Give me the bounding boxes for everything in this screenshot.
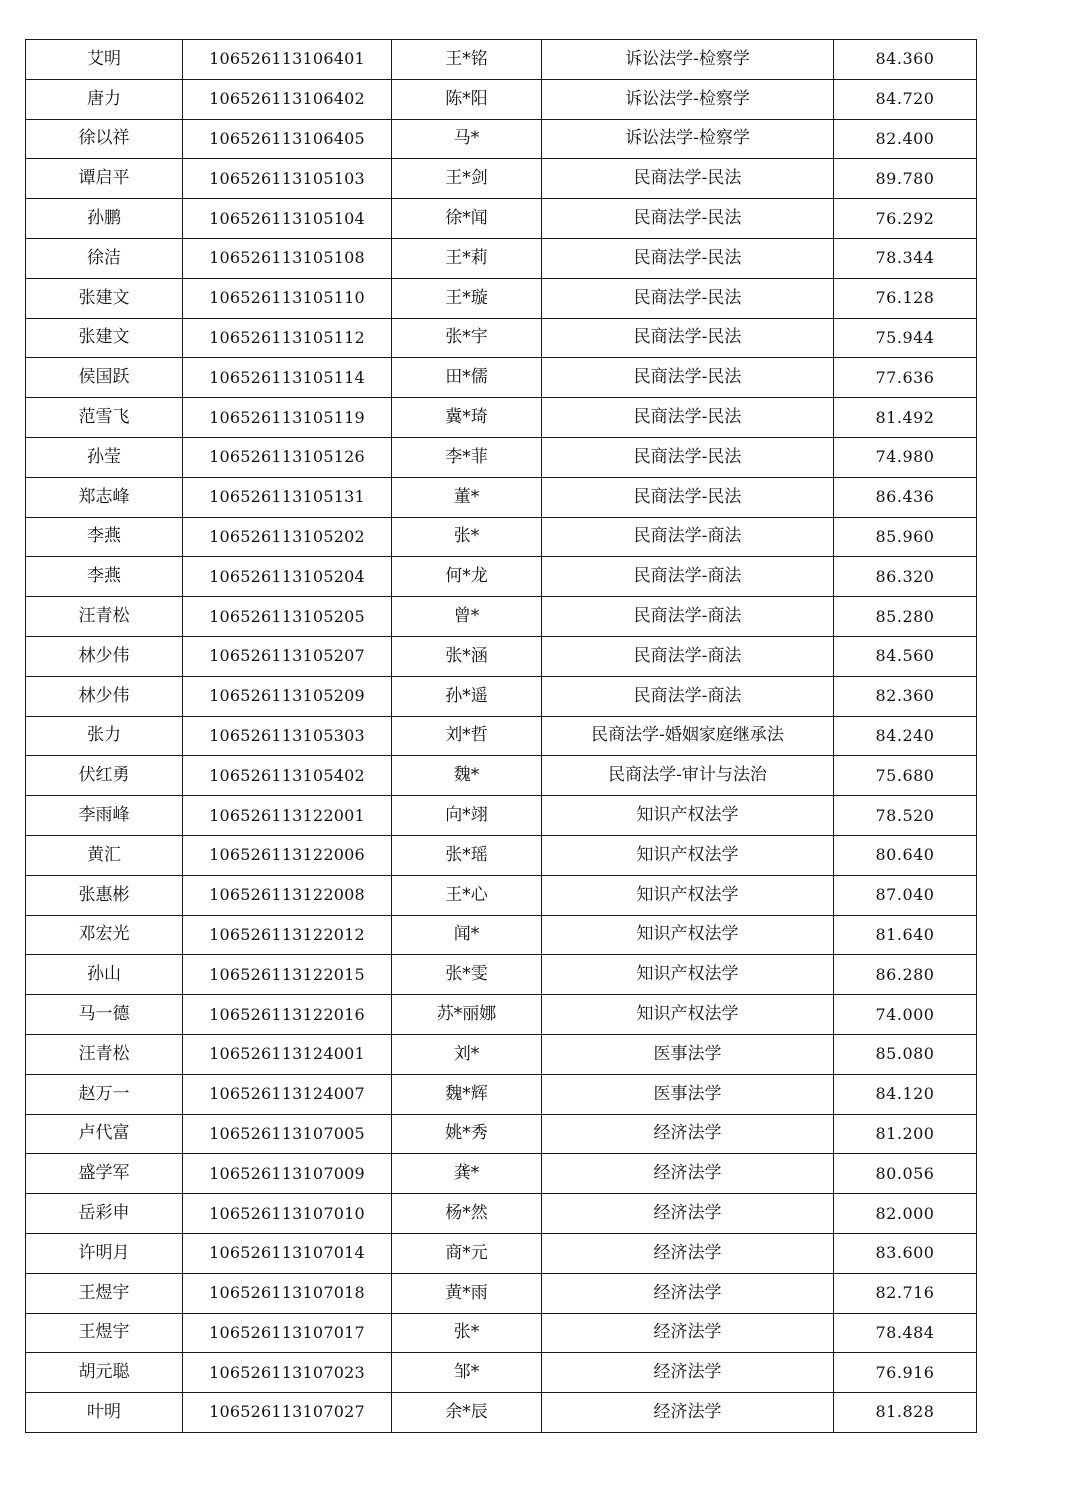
table-row — [26, 1233, 977, 1273]
major-cell: 经济法学 — [542, 1233, 834, 1273]
exam-id-cell: 106526113122015 — [183, 955, 392, 995]
supervisor-cell: 李雨峰 — [26, 796, 183, 836]
score-cell: 89.780 — [834, 159, 977, 199]
major-cell: 医事法学 — [542, 1034, 834, 1074]
candidate-name-cell: 王*铭 — [392, 40, 542, 80]
candidate-name-cell: 冀*琦 — [392, 398, 542, 438]
score-cell: 84.120 — [834, 1074, 977, 1114]
major-cell: 民商法学-商法 — [542, 517, 834, 557]
exam-id-cell: 106526113107018 — [183, 1273, 392, 1313]
candidate-name-cell: 刘* — [392, 1034, 542, 1074]
supervisor-cell: 王煜宇 — [26, 1313, 183, 1353]
major-cell: 知识产权法学 — [542, 796, 834, 836]
major-cell: 诉讼法学-检察学 — [542, 119, 834, 159]
score-cell: 75.680 — [834, 756, 977, 796]
exam-id-cell: 106526113105112 — [183, 318, 392, 358]
supervisor-cell: 范雪飞 — [26, 398, 183, 438]
major-cell: 民商法学-民法 — [542, 318, 834, 358]
major-cell: 民商法学-民法 — [542, 199, 834, 239]
score-cell: 84.240 — [834, 716, 977, 756]
supervisor-cell: 岳彩申 — [26, 1194, 183, 1234]
score-cell: 87.040 — [834, 875, 977, 915]
table-row — [26, 557, 977, 597]
major-cell: 民商法学-民法 — [542, 159, 834, 199]
table-row — [26, 1034, 977, 1074]
exam-id-cell: 106526113107023 — [183, 1353, 392, 1393]
table-row — [26, 756, 977, 796]
major-cell: 经济法学 — [542, 1114, 834, 1154]
exam-id-cell: 106526113107027 — [183, 1393, 392, 1433]
candidate-name-cell: 魏*辉 — [392, 1074, 542, 1114]
exam-id-cell: 106526113105205 — [183, 597, 392, 637]
score-cell: 76.128 — [834, 278, 977, 318]
score-cell: 78.344 — [834, 238, 977, 278]
supervisor-cell: 侯国跃 — [26, 358, 183, 398]
score-cell: 86.436 — [834, 477, 977, 517]
candidate-name-cell: 孙*遥 — [392, 676, 542, 716]
supervisor-cell: 张力 — [26, 716, 183, 756]
candidate-name-cell: 刘*哲 — [392, 716, 542, 756]
candidate-name-cell: 董* — [392, 477, 542, 517]
exam-id-cell: 106526113105209 — [183, 676, 392, 716]
score-cell: 74.000 — [834, 995, 977, 1035]
score-cell: 82.360 — [834, 676, 977, 716]
table-row — [26, 517, 977, 557]
candidate-name-cell: 魏* — [392, 756, 542, 796]
table-row — [26, 1194, 977, 1234]
candidate-name-cell: 徐*闻 — [392, 199, 542, 239]
score-cell: 81.492 — [834, 398, 977, 438]
exam-id-cell: 106526113107014 — [183, 1233, 392, 1273]
table-row — [26, 796, 977, 836]
candidate-name-cell: 张*瑶 — [392, 835, 542, 875]
major-cell: 民商法学-民法 — [542, 477, 834, 517]
major-cell: 知识产权法学 — [542, 875, 834, 915]
major-cell: 民商法学-商法 — [542, 636, 834, 676]
supervisor-cell: 汪青松 — [26, 597, 183, 637]
table-row — [26, 119, 977, 159]
major-cell: 知识产权法学 — [542, 835, 834, 875]
exam-id-cell: 106526113107010 — [183, 1194, 392, 1234]
candidate-name-cell: 向*翊 — [392, 796, 542, 836]
exam-id-cell: 106526113105402 — [183, 756, 392, 796]
score-cell: 80.056 — [834, 1154, 977, 1194]
score-cell: 80.640 — [834, 835, 977, 875]
supervisor-cell: 马一德 — [26, 995, 183, 1035]
table-row — [26, 1313, 977, 1353]
major-cell: 经济法学 — [542, 1194, 834, 1234]
table-row — [26, 238, 977, 278]
supervisor-cell: 胡元聪 — [26, 1353, 183, 1393]
supervisor-cell: 郑志峰 — [26, 477, 183, 517]
score-cell: 83.600 — [834, 1233, 977, 1273]
table-row — [26, 995, 977, 1035]
candidate-name-cell: 张* — [392, 517, 542, 557]
candidate-name-cell: 余*辰 — [392, 1393, 542, 1433]
score-cell: 84.360 — [834, 40, 977, 80]
supervisor-cell: 徐洁 — [26, 238, 183, 278]
candidate-name-cell: 王*剑 — [392, 159, 542, 199]
major-cell: 民商法学-民法 — [542, 278, 834, 318]
score-cell: 76.916 — [834, 1353, 977, 1393]
score-cell: 82.400 — [834, 119, 977, 159]
candidate-name-cell: 王*心 — [392, 875, 542, 915]
candidate-name-cell: 张*涵 — [392, 636, 542, 676]
major-cell: 民商法学-民法 — [542, 398, 834, 438]
supervisor-cell: 林少伟 — [26, 636, 183, 676]
supervisor-cell: 孙鹏 — [26, 199, 183, 239]
supervisor-cell: 唐力 — [26, 79, 183, 119]
exam-id-cell: 106526113105126 — [183, 437, 392, 477]
supervisor-cell: 汪青松 — [26, 1034, 183, 1074]
major-cell: 知识产权法学 — [542, 995, 834, 1035]
exam-id-cell: 106526113105131 — [183, 477, 392, 517]
candidate-name-cell: 闻* — [392, 915, 542, 955]
exam-id-cell: 106526113122008 — [183, 875, 392, 915]
table-row — [26, 1114, 977, 1154]
candidate-name-cell: 张* — [392, 1313, 542, 1353]
major-cell: 民商法学-商法 — [542, 597, 834, 637]
supervisor-cell: 伏红勇 — [26, 756, 183, 796]
supervisor-cell: 孙莹 — [26, 437, 183, 477]
exam-id-cell: 106526113105114 — [183, 358, 392, 398]
score-cell: 81.828 — [834, 1393, 977, 1433]
candidate-name-cell: 王*璇 — [392, 278, 542, 318]
table-row — [26, 79, 977, 119]
table-row — [26, 477, 977, 517]
score-cell: 77.636 — [834, 358, 977, 398]
exam-id-cell: 106526113105119 — [183, 398, 392, 438]
exam-id-cell: 106526113105110 — [183, 278, 392, 318]
exam-id-cell: 106526113122006 — [183, 835, 392, 875]
candidate-name-cell: 龚* — [392, 1154, 542, 1194]
supervisor-cell: 孙山 — [26, 955, 183, 995]
score-cell: 75.944 — [834, 318, 977, 358]
major-cell: 知识产权法学 — [542, 955, 834, 995]
candidate-name-cell: 曾* — [392, 597, 542, 637]
exam-id-cell: 106526113106402 — [183, 79, 392, 119]
table-row — [26, 915, 977, 955]
supervisor-cell: 卢代富 — [26, 1114, 183, 1154]
major-cell: 经济法学 — [542, 1273, 834, 1313]
score-cell: 76.292 — [834, 199, 977, 239]
exam-id-cell: 106526113122001 — [183, 796, 392, 836]
candidate-name-cell: 张*雯 — [392, 955, 542, 995]
exam-id-cell: 106526113105103 — [183, 159, 392, 199]
score-cell: 86.320 — [834, 557, 977, 597]
supervisor-cell: 李燕 — [26, 557, 183, 597]
major-cell: 诉讼法学-检察学 — [542, 40, 834, 80]
candidate-name-cell: 陈*阳 — [392, 79, 542, 119]
exam-id-cell: 106526113122016 — [183, 995, 392, 1035]
supervisor-cell: 许明月 — [26, 1233, 183, 1273]
score-cell: 82.716 — [834, 1273, 977, 1313]
major-cell: 民商法学-商法 — [542, 676, 834, 716]
table-row — [26, 955, 977, 995]
admission-score-table — [25, 39, 977, 1433]
major-cell: 经济法学 — [542, 1353, 834, 1393]
exam-id-cell: 106526113105207 — [183, 636, 392, 676]
candidate-name-cell: 李*菲 — [392, 437, 542, 477]
table-row — [26, 159, 977, 199]
table-row — [26, 437, 977, 477]
candidate-name-cell: 黄*雨 — [392, 1273, 542, 1313]
exam-id-cell: 106526113122012 — [183, 915, 392, 955]
exam-id-cell: 106526113105108 — [183, 238, 392, 278]
major-cell: 医事法学 — [542, 1074, 834, 1114]
exam-id-cell: 106526113107017 — [183, 1313, 392, 1353]
major-cell: 知识产权法学 — [542, 915, 834, 955]
exam-id-cell: 106526113105202 — [183, 517, 392, 557]
supervisor-cell: 王煜宇 — [26, 1273, 183, 1313]
supervisor-cell: 张建文 — [26, 318, 183, 358]
score-cell: 84.560 — [834, 636, 977, 676]
supervisor-cell: 叶明 — [26, 1393, 183, 1433]
score-cell: 81.200 — [834, 1114, 977, 1154]
supervisor-cell: 赵万一 — [26, 1074, 183, 1114]
table-row — [26, 1154, 977, 1194]
exam-id-cell: 106526113107005 — [183, 1114, 392, 1154]
table-row — [26, 1074, 977, 1114]
score-cell: 84.720 — [834, 79, 977, 119]
major-cell: 民商法学-审计与法治 — [542, 756, 834, 796]
major-cell: 民商法学-民法 — [542, 238, 834, 278]
table-row — [26, 835, 977, 875]
exam-id-cell: 106526113106401 — [183, 40, 392, 80]
table-row — [26, 398, 977, 438]
score-cell: 78.484 — [834, 1313, 977, 1353]
table-row — [26, 278, 977, 318]
major-cell: 民商法学-婚姻家庭继承法 — [542, 716, 834, 756]
table-row — [26, 1393, 977, 1433]
score-cell: 74.980 — [834, 437, 977, 477]
table-row — [26, 358, 977, 398]
supervisor-cell: 黄汇 — [26, 835, 183, 875]
major-cell: 民商法学-民法 — [542, 437, 834, 477]
supervisor-cell: 李燕 — [26, 517, 183, 557]
candidate-name-cell: 田*儒 — [392, 358, 542, 398]
table-body — [26, 40, 977, 1433]
exam-id-cell: 106526113105303 — [183, 716, 392, 756]
supervisor-cell: 艾明 — [26, 40, 183, 80]
candidate-name-cell: 王*莉 — [392, 238, 542, 278]
exam-id-cell: 106526113105204 — [183, 557, 392, 597]
table-row — [26, 636, 977, 676]
supervisor-cell: 盛学军 — [26, 1154, 183, 1194]
supervisor-cell: 邓宏光 — [26, 915, 183, 955]
exam-id-cell: 106526113107009 — [183, 1154, 392, 1194]
major-cell: 经济法学 — [542, 1154, 834, 1194]
exam-id-cell: 106526113124007 — [183, 1074, 392, 1114]
score-cell: 85.280 — [834, 597, 977, 637]
table-row — [26, 676, 977, 716]
supervisor-cell: 张建文 — [26, 278, 183, 318]
major-cell: 民商法学-民法 — [542, 358, 834, 398]
candidate-name-cell: 马* — [392, 119, 542, 159]
candidate-name-cell: 何*龙 — [392, 557, 542, 597]
score-cell: 86.280 — [834, 955, 977, 995]
score-cell: 82.000 — [834, 1194, 977, 1234]
score-cell: 85.080 — [834, 1034, 977, 1074]
candidate-name-cell: 杨*然 — [392, 1194, 542, 1234]
supervisor-cell: 林少伟 — [26, 676, 183, 716]
candidate-name-cell: 商*元 — [392, 1233, 542, 1273]
table-row — [26, 1273, 977, 1313]
score-cell: 85.960 — [834, 517, 977, 557]
table-row — [26, 1353, 977, 1393]
exam-id-cell: 106526113106405 — [183, 119, 392, 159]
score-cell: 81.640 — [834, 915, 977, 955]
supervisor-cell: 张惠彬 — [26, 875, 183, 915]
exam-id-cell: 106526113124001 — [183, 1034, 392, 1074]
major-cell: 诉讼法学-检察学 — [542, 79, 834, 119]
exam-id-cell: 106526113105104 — [183, 199, 392, 239]
candidate-name-cell: 姚*秀 — [392, 1114, 542, 1154]
candidate-name-cell: 邹* — [392, 1353, 542, 1393]
supervisor-cell: 徐以祥 — [26, 119, 183, 159]
table-row — [26, 716, 977, 756]
major-cell: 经济法学 — [542, 1313, 834, 1353]
candidate-name-cell: 张*宇 — [392, 318, 542, 358]
table-row — [26, 597, 977, 637]
candidate-name-cell: 苏*丽娜 — [392, 995, 542, 1035]
table-row — [26, 875, 977, 915]
score-cell: 78.520 — [834, 796, 977, 836]
table-row — [26, 199, 977, 239]
major-cell: 民商法学-商法 — [542, 557, 834, 597]
table-row — [26, 318, 977, 358]
major-cell: 经济法学 — [542, 1393, 834, 1433]
supervisor-cell: 谭启平 — [26, 159, 183, 199]
table-row — [26, 40, 977, 80]
